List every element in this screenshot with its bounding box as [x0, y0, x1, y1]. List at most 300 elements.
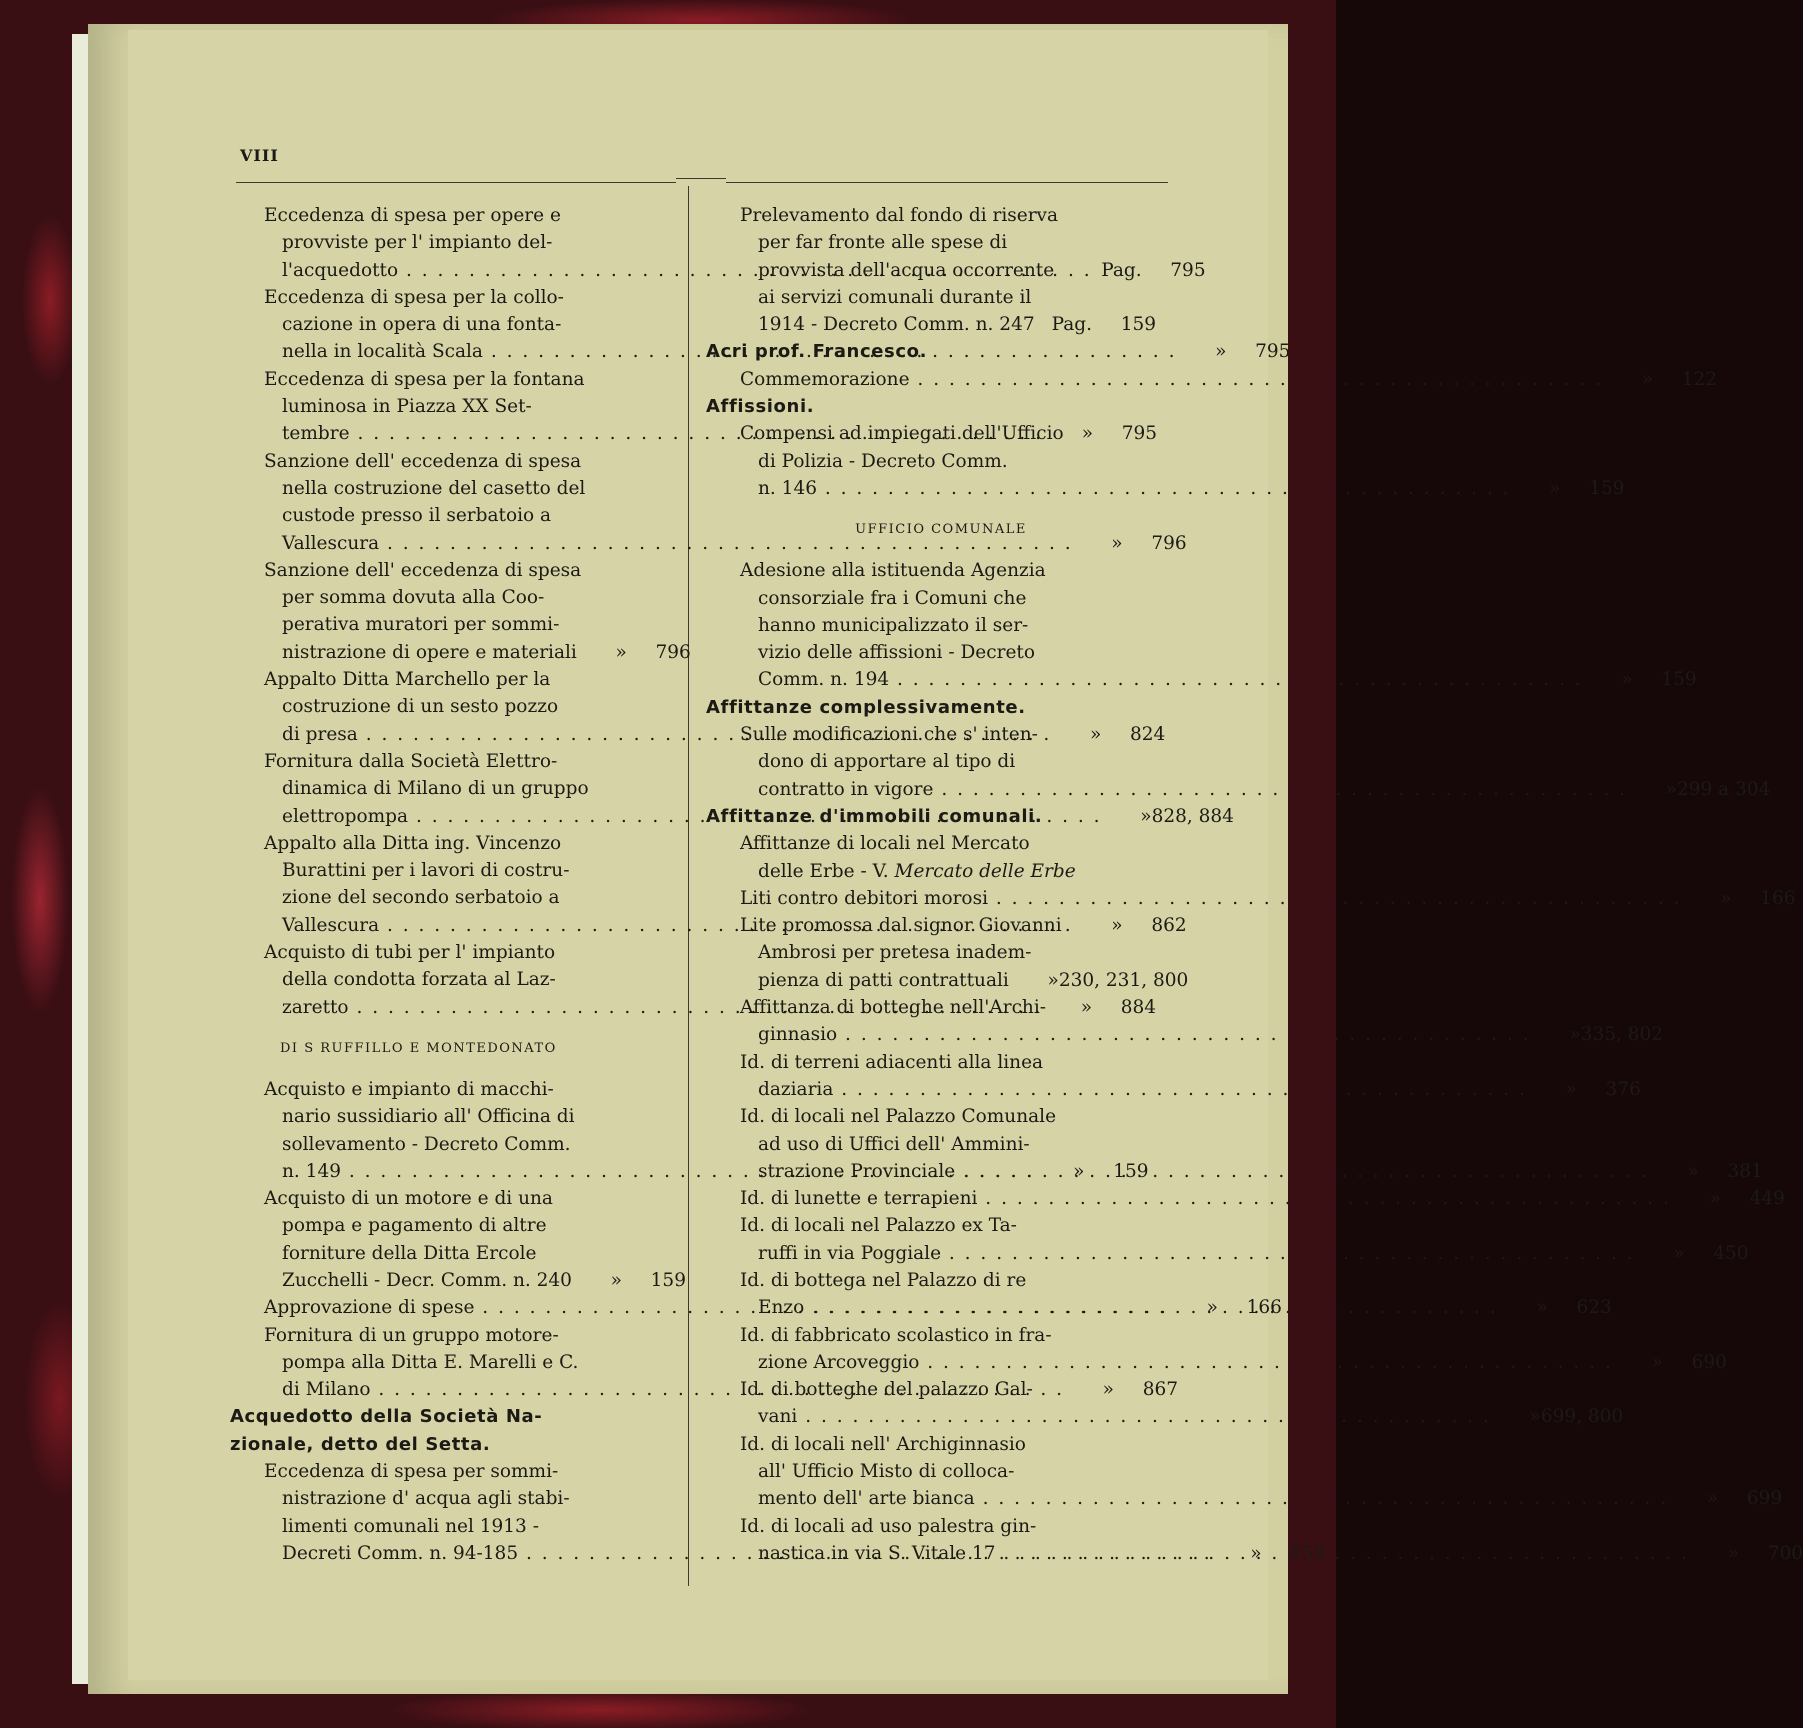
index-entry: [230, 1131, 685, 1158]
entry-text-content: costruzione di un sesto pozzo: [282, 696, 559, 718]
entry-text-content: vani: [758, 1406, 798, 1428]
index-entry: [706, 1403, 1624, 1430]
entry-text-content: Id. di locali nel Palazzo Comunale: [740, 1106, 1057, 1128]
index-entry: [230, 1240, 685, 1267]
entry-text-content: contratto in vigore: [758, 778, 934, 800]
index-entry: [706, 257, 1156, 284]
entry-text: [706, 475, 1511, 502]
index-entry: [230, 666, 685, 693]
index-entry: [230, 393, 685, 420]
entry-text: [230, 393, 685, 420]
index-entry: [230, 1485, 685, 1512]
entry-page-prefix: »: [1565, 1078, 1577, 1100]
entry-text: [706, 721, 1156, 748]
entry-text-content: strazione Provinciale: [758, 1160, 956, 1182]
index-entry: [706, 1267, 1156, 1294]
entry-text: [230, 557, 685, 584]
header-rule-right: [726, 182, 1168, 183]
entry-text-content: Id. di fabbricato scolastico in fra-: [740, 1324, 1052, 1346]
index-entry: [230, 830, 685, 857]
entry-text: [706, 1485, 1668, 1512]
entry-text-content: Liti contro debitori morosi: [740, 887, 988, 909]
entry-text: [230, 884, 685, 911]
index-entry: [706, 721, 1156, 748]
entry-text: [230, 1240, 685, 1267]
entry-text: [230, 1076, 685, 1103]
entry-text-content: ad uso di Uffici dell' Ammini-: [758, 1133, 1030, 1155]
index-entry: [230, 693, 685, 720]
entry-text: [230, 284, 685, 311]
entry-text-content: Appalto Ditta Marchello per la: [264, 669, 551, 691]
entry-text: [230, 311, 685, 338]
entry-text-content: pienza di patti contrattuali: [758, 969, 1009, 991]
entry-page-number: 166: [1760, 887, 1796, 909]
entry-text: [706, 830, 1156, 857]
entry-text-content: Zucchelli - Decr. Comm. n. 240: [282, 1269, 572, 1291]
index-entry: [706, 1103, 1156, 1130]
index-entry: [706, 912, 1156, 939]
index-entry: [706, 1349, 1727, 1376]
entry-text-content: Affittanze complessivamente.: [706, 696, 1026, 718]
entry-text-content: 1914 - Decreto Comm. n. 247: [758, 314, 1035, 336]
entry-text-content: daziaria: [758, 1078, 834, 1100]
index-entry: [230, 284, 685, 311]
index-entry: [706, 994, 1156, 1021]
entry-page-prefix: »: [1665, 778, 1677, 800]
entry-text: [706, 311, 1042, 338]
entry-text: [706, 1431, 1156, 1458]
entry-page-prefix: »: [1529, 1406, 1541, 1428]
entry-text: [706, 1513, 1156, 1540]
index-entry: [230, 1212, 685, 1239]
entry-text: [230, 748, 685, 775]
entry-page-prefix: »: [1250, 1542, 1262, 1564]
entry-text: [706, 666, 1583, 693]
index-entry: [230, 639, 691, 666]
entry-text: [706, 257, 1156, 284]
entry-page-number: 884: [1120, 996, 1157, 1018]
entry-page-number: 867: [1142, 1379, 1178, 1401]
index-entry: [230, 1185, 685, 1212]
index-entry: [230, 475, 685, 502]
entry-text-content: ginnasio: [758, 1024, 838, 1046]
entry-page-number: 700: [1767, 1542, 1803, 1564]
entry-text-content: Eccedenza di spesa per la fontana: [264, 368, 585, 390]
index-entry: [230, 966, 685, 993]
entry-text-content: Acquisto e impianto di macchi-: [264, 1078, 554, 1100]
entry-text-content: Acquedotto della Società Na-: [230, 1406, 543, 1428]
entry-text-content: tembre: [282, 423, 350, 445]
entry-page-number: 862: [1151, 914, 1187, 936]
index-entry: [706, 585, 1156, 612]
index-entry: [706, 1076, 1641, 1103]
entry-text: [706, 885, 1681, 912]
entry-text: [706, 939, 1156, 966]
entry-page-prefix: »: [1111, 532, 1123, 554]
entry-text-content: Affittanze di locali nel Mercato: [740, 833, 1030, 855]
entry-page-prefix: »: [1651, 1351, 1663, 1373]
entry-text-content: nistrazione di opere e materiali: [282, 641, 577, 663]
entry-text: [230, 775, 685, 802]
entry-text-content: Affittanze d'immobili comunali.: [706, 805, 1043, 827]
entry-text: [706, 1322, 1156, 1349]
entry-text-content: ai servizi comunali durante il: [758, 286, 1032, 308]
entry-text: [230, 939, 685, 966]
entry-page-prefix: »: [1081, 423, 1094, 445]
entry-page-number: 166: [1246, 1297, 1282, 1319]
entry-text-content: Burattini per i lavori di costru-: [282, 860, 570, 882]
index-heading: [706, 393, 1156, 420]
index-entry: [230, 1267, 685, 1294]
entry-text-content: nastica in via S. Vitale 17: [758, 1542, 996, 1564]
entry-text-content: nistrazione d' acqua agli stabi-: [282, 1488, 570, 1510]
entry-text: [706, 1458, 1156, 1485]
entry-text: [706, 1049, 1156, 1076]
index-entry: [230, 584, 685, 611]
section-heading: DI S RUFFILLO E MONTEDONATO: [280, 1040, 557, 1056]
entry-text: [706, 1103, 1156, 1130]
entry-text-content: nario sussidiario all' Officina di: [282, 1106, 575, 1128]
entry-page-number: 230, 231, 800: [1058, 969, 1189, 991]
entry-text-content: pompa alla Ditta E. Marelli e C.: [282, 1351, 579, 1373]
entry-text: [706, 612, 1156, 639]
entry-page-prefix: »: [1720, 887, 1732, 909]
entry-text-content: Sanzione dell' eccedenza di spesa: [264, 559, 582, 581]
entry-text: [230, 448, 685, 475]
entry-text-content: Adesione alla istituenda Agenzia: [740, 560, 1046, 582]
entry-text: [706, 338, 1156, 365]
entry-text: [230, 366, 685, 393]
index-entry: [706, 1049, 1156, 1076]
entry-text-content: l'acquedotto: [282, 259, 399, 281]
entry-text-content: Appalto alla Ditta ing. Vincenzo: [264, 832, 562, 854]
entry-text-content: Fornitura di un gruppo motore-: [264, 1324, 559, 1346]
index-entry: [706, 1131, 1156, 1158]
entry-text-content: provvista dell'acqua occorrente: [758, 259, 1055, 281]
entry-text: [706, 1349, 1613, 1376]
index-entry: [706, 939, 1156, 966]
entry-page-number: 335, 802: [1580, 1024, 1664, 1046]
entry-page-prefix: »: [1215, 341, 1227, 363]
index-entry: [706, 967, 1189, 994]
entry-page-prefix: »: [1569, 1024, 1581, 1046]
entry-page-number: 450: [1713, 1242, 1749, 1264]
index-entry: [230, 1513, 685, 1540]
entry-text: [706, 694, 1156, 721]
entry-page-prefix: »: [610, 1269, 622, 1291]
entry-text-content: di Polizia - Decreto Comm.: [758, 450, 1008, 472]
entry-text: [706, 748, 1156, 775]
entry-text-content: zione Arcoveggio: [758, 1351, 920, 1373]
entry-text-content: Id. di terreni adiacenti alla linea: [740, 1051, 1044, 1073]
entry-page-number: 795: [1121, 423, 1158, 445]
index-entry: [706, 612, 1156, 639]
entry-text-content: Eccedenza di spesa per la collo-: [264, 286, 564, 308]
entry-page-number: 795: [1255, 341, 1291, 363]
entry-text-content: Acquisto di tubi per l' impianto: [264, 942, 556, 964]
entry-page-prefix: »: [1549, 477, 1561, 499]
index-entry: [230, 748, 685, 775]
entry-page-prefix: »: [1641, 368, 1654, 390]
index-entry: [706, 1431, 1156, 1458]
entry-page-prefix: »: [1673, 1242, 1685, 1264]
entry-page-number: 159: [650, 1269, 686, 1291]
index-entry: [706, 475, 1625, 502]
entry-text-content: Acquisto di un motore e di una: [264, 1188, 553, 1210]
entry-text: [706, 585, 1156, 612]
entry-text-content: Sanzione dell' eccedenza di spesa: [264, 450, 582, 472]
entry-text-content: Commemorazione: [740, 368, 910, 390]
entry-text: [706, 967, 1009, 994]
entry-text-content: n. 146: [758, 477, 817, 499]
entry-text-content: Id. di locali ad uso palestra gin-: [740, 1515, 1037, 1537]
entry-page-number: 159: [1290, 1542, 1326, 1564]
entry-text-content: custode presso il serbatoio a: [282, 505, 552, 527]
index-entry: [706, 1458, 1156, 1485]
index-entry: [706, 1212, 1156, 1239]
index-entry: [706, 1021, 1664, 1048]
index-entry: [706, 202, 1156, 229]
entry-text: [706, 1294, 1498, 1321]
entry-text-content: Ambrosi per pretesa inadem-: [758, 942, 1032, 964]
entry-text-content: Compensi ad impiegati dell'Ufficio: [740, 423, 1064, 445]
entry-text-content: Affissioni.: [706, 396, 815, 418]
entry-text: [230, 584, 685, 611]
entry-text-content: luminosa in Piazza XX Set-: [282, 396, 532, 418]
entry-text-content: Eccedenza di spesa per sommi-: [264, 1461, 559, 1483]
entry-see-reference: Mercato delle Erbe: [894, 860, 1076, 882]
index-entry: [230, 502, 685, 529]
entry-page-prefix: »: [1073, 1160, 1085, 1182]
entry-text-content: Vallescura: [282, 914, 380, 936]
entry-text: [706, 284, 1156, 311]
entry-text: [706, 366, 1603, 393]
index-entry: [230, 939, 685, 966]
entry-text-content: forniture della Ditta Ercole: [282, 1242, 537, 1264]
entry-page-number: 449: [1749, 1188, 1785, 1210]
entry-text: [230, 1458, 685, 1485]
index-entry: [706, 1376, 1156, 1403]
entry-text: [230, 639, 577, 666]
entry-text-content: Approvazione di spese: [264, 1297, 475, 1319]
entry-text: [230, 611, 685, 638]
entry-text: [706, 557, 1156, 584]
entry-page-prefix: »: [1706, 1488, 1719, 1510]
index-entry: [230, 1458, 685, 1485]
entry-text: [706, 420, 1156, 447]
entry-text-content: Comm. n. 194: [758, 669, 890, 691]
entry-page-prefix: »: [1709, 1188, 1721, 1210]
entry-page-prefix: »: [1687, 1160, 1699, 1182]
entry-text-content: Decreti Comm. n. 94-185: [282, 1542, 519, 1564]
index-entry: [230, 857, 685, 884]
entry-text: [230, 1103, 685, 1130]
entry-text: [706, 393, 1156, 420]
index-entry: [706, 666, 1697, 693]
index-entry: [230, 311, 685, 338]
entry-text: [706, 1131, 1156, 1158]
index-entry: [706, 858, 1156, 885]
index-heading: [230, 1431, 685, 1458]
index-entry: [706, 311, 1156, 338]
index-heading: [706, 803, 1156, 830]
index-entry: [706, 366, 1718, 393]
index-entry: [706, 1158, 1763, 1185]
entry-text: [706, 1185, 1671, 1212]
entry-text-content: dinamica di Milano di un gruppo: [282, 778, 589, 800]
entry-text: [706, 1540, 1689, 1567]
entry-text-content: Acri prof. Francesco.: [706, 341, 928, 363]
entry-text-content: nella costruzione del casetto del: [282, 477, 586, 499]
entry-page-prefix: »: [1111, 914, 1123, 936]
entry-page-prefix: Pag.: [1101, 259, 1142, 281]
entry-text-content: cazione in opera di una fonta-: [282, 314, 562, 336]
entry-text: [706, 1212, 1156, 1239]
index-entry: [706, 557, 1156, 584]
entry-text: [230, 666, 685, 693]
entry-page-prefix: »: [1080, 996, 1093, 1018]
index-entry: [706, 448, 1156, 475]
entry-text-content: dono di apportare al tipo di: [758, 751, 1016, 773]
entry-text: [706, 1076, 1527, 1103]
entry-text-content: Id. di bottega nel Palazzo di re: [740, 1269, 1027, 1291]
entry-text-content: di presa: [282, 723, 358, 745]
entry-text: [706, 229, 1156, 256]
entry-text-content: Vallescura: [282, 532, 380, 554]
entry-page-number: 824: [1130, 723, 1166, 745]
index-entry: [230, 611, 685, 638]
entry-page-prefix: »: [1140, 805, 1152, 827]
index-entry: [706, 1485, 1783, 1512]
entry-text: [230, 1513, 685, 1540]
entry-text: [230, 229, 685, 256]
entry-text-content: pompa e pagamento di altre: [282, 1215, 547, 1237]
header-rule-left: [236, 182, 676, 183]
entry-page-number: 376: [1605, 1078, 1641, 1100]
entry-page-prefix: »: [1727, 1542, 1740, 1564]
entry-text-content: n. 149: [282, 1160, 341, 1182]
entry-text-content: per far fronte alle spese di: [758, 232, 1008, 254]
index-entry: [230, 448, 685, 475]
entry-text-content: Sulle modificazioni che s' inten-: [740, 724, 1038, 746]
entry-page-prefix: »: [1536, 1297, 1548, 1319]
index-entry: [706, 420, 1156, 447]
entry-text-content: della condotta forzata al Laz-: [282, 969, 556, 991]
entry-page-number: 122: [1681, 368, 1718, 390]
entry-text-content: zionale, detto del Setta.: [230, 1433, 491, 1455]
entry-text-content: zione del secondo serbatoio a: [282, 887, 560, 909]
index-entry: [230, 1103, 685, 1130]
index-entry: [706, 1322, 1156, 1349]
entry-text-content: mento dell' arte bianca: [758, 1488, 975, 1510]
index-entry: [706, 1240, 1749, 1267]
entry-text-content: nella in località Scala: [282, 341, 483, 363]
entry-page-prefix: »: [615, 641, 627, 663]
entry-page-number: 381: [1727, 1160, 1763, 1182]
entry-text: [706, 1240, 1635, 1267]
index-entry: [230, 366, 685, 393]
entry-page-number: 690: [1691, 1351, 1727, 1373]
entry-text: [230, 1349, 685, 1376]
entry-text: [230, 857, 685, 884]
entry-text: [706, 1403, 1491, 1430]
entry-page-number: 796: [1151, 532, 1187, 554]
entry-page-number: 299 a 304: [1676, 778, 1771, 800]
entry-text: [706, 1158, 1649, 1185]
index-entry: [230, 775, 685, 802]
entry-text-content: hanno municipalizzato il ser-: [758, 614, 1029, 636]
entry-text: [706, 448, 1156, 475]
entry-text: [230, 1485, 685, 1512]
entry-text: [230, 1131, 685, 1158]
entry-page-prefix: Pag.: [1051, 314, 1092, 336]
entry-text: [706, 776, 1627, 803]
entry-page-number: 159: [1589, 477, 1625, 499]
entry-text: [230, 1322, 685, 1349]
entry-text-content: all' Ufficio Misto di colloca-: [758, 1461, 1015, 1483]
entry-text: [230, 502, 685, 529]
entry-page-number: 699, 800: [1540, 1406, 1624, 1428]
index-entry: [706, 776, 1771, 803]
entry-text-content: Fornitura dalla Società Elettro-: [264, 750, 558, 772]
index-entry: [230, 884, 685, 911]
entry-text: [706, 202, 1156, 229]
index-heading: [230, 1403, 685, 1430]
index-entry: [230, 229, 685, 256]
entry-text: [230, 1185, 685, 1212]
entry-page-number: 699: [1746, 1488, 1783, 1510]
entry-page-number: 159: [1120, 314, 1156, 336]
entry-page-prefix: »: [1102, 1379, 1114, 1401]
index-entry: [706, 748, 1156, 775]
entry-text: [230, 1403, 685, 1430]
entry-page-number: 796: [655, 641, 691, 663]
index-entry: [706, 229, 1156, 256]
entry-text-content: Enzo: [758, 1297, 805, 1319]
entry-text: [230, 202, 685, 229]
entry-text: [230, 1267, 572, 1294]
index-entry: [230, 202, 685, 229]
entry-page-prefix: »: [1089, 723, 1102, 745]
entry-text: [230, 966, 685, 993]
entry-text-content: consorziale fra i Comuni che: [758, 587, 1027, 609]
entry-text: [706, 1267, 1156, 1294]
entry-text-content: elettropompa: [282, 805, 409, 827]
entry-text-content: Eccedenza di spesa per opere e: [264, 205, 561, 226]
entry-text: [706, 994, 1156, 1021]
entry-page-number: 159: [1113, 1160, 1149, 1182]
entry-text: [230, 693, 685, 720]
index-entry: [706, 284, 1156, 311]
entry-page-number: 159: [1661, 669, 1697, 691]
entry-text-content: Prelevamento dal fondo di riserva: [740, 205, 1059, 226]
entry-text-content: di Milano: [282, 1379, 371, 1401]
entry-text-content: Id. di locali nell' Archiginnasio: [740, 1433, 1026, 1455]
index-entry: [230, 1322, 685, 1349]
index-entry: [230, 1076, 685, 1103]
entry-text-content: vizio delle affissioni - Decreto: [758, 642, 1035, 664]
entry-text: [706, 639, 1156, 666]
entry-text-content: ruffi in via Poggiale: [758, 1242, 942, 1264]
entry-text: [706, 1021, 1531, 1048]
entry-text: [230, 830, 685, 857]
entry-text-content: perativa muratori per sommi-: [282, 614, 560, 636]
entry-text-content: provviste per l' impianto del-: [282, 232, 553, 254]
entry-page-number: 623: [1576, 1297, 1612, 1319]
index-heading: [706, 694, 1156, 721]
entry-text: [706, 858, 1156, 885]
page-number: VIII: [240, 146, 279, 165]
